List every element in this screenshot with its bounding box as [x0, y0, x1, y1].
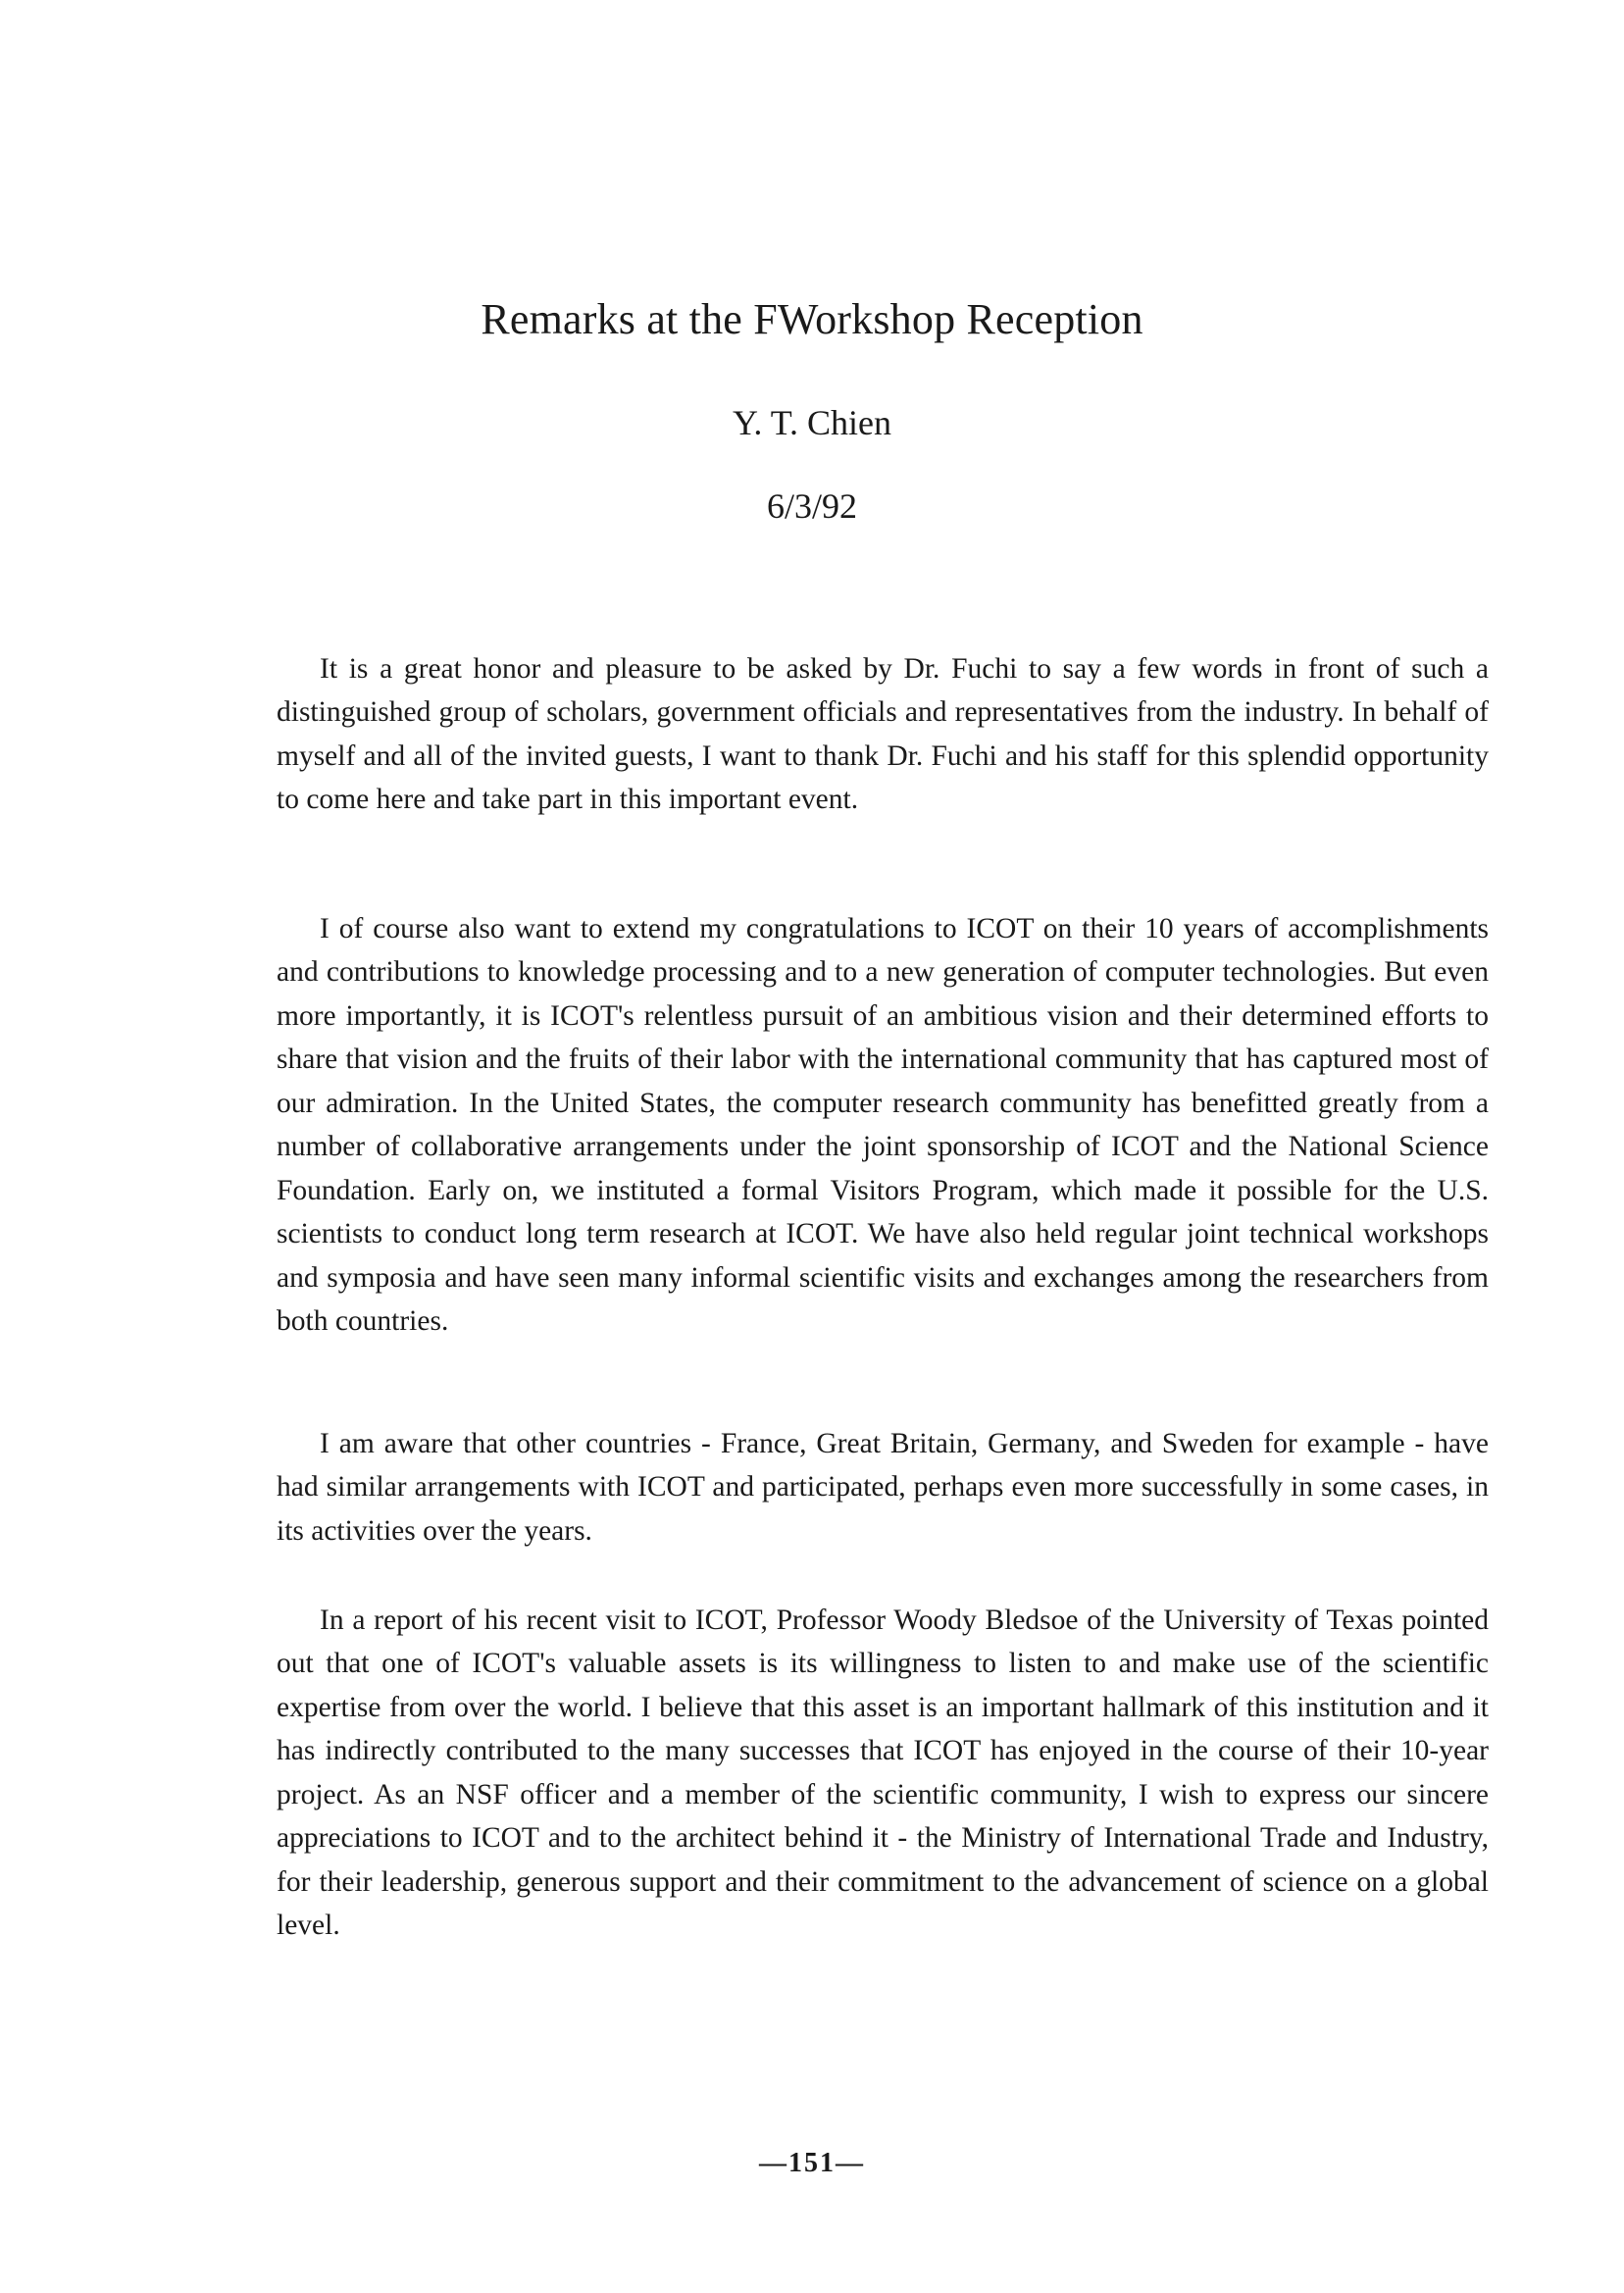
- paragraph-appreciation: In a report of his recent visit to ICOT, Professor Woody Bledsoe of the University of Texas pointed out that one of ICOT's valuable assets is its willingness to listen to and make use of the scientific expertise from over the world. I believe that this asset is an important hallmark of this institution and it has indirectly contributed to the many successes that ICOT has enjoyed in the course of their 10-year project. As an NSF officer and a member of the scientific community, I wish to express our sincere appreciations to ICOT and to the architect behind it - the Ministry of International Trade and Industry, for their leadership, generous support and their commitment to the advancement of science on a global level.: [277, 1604, 1489, 1941]
- paragraph-other-countries: I am aware that other countries - France, Great Britain, Germany, and Sweden for example - have had similar arrangements with ICOT and participated, perhaps even more successfully in some cases, in its activities over the years.: [277, 1427, 1489, 1547]
- paragraph-congratulations: I of course also want to extend my congratulations to ICOT on their 10 years of accomplishments and contributions to knowledge processing and to a new generation of computer technologies. But even more importantly, it is ICOT's relentless pursuit of an ambitious vision and their determined efforts to share that vision and the fruits of their labor with the international community that has captured most of our admiration. In the United States, the computer research community has benefitted greatly from a number of collaborative arrangements under the joint sponsorship of ICOT and the National Science Foundation. Early on, we instituted a formal Visitors Program, which made it possible for the U.S. scientists to conduct long term research at ICOT. We have also held regular joint technical workshops and symposia and have seen many informal scientific visits and exchanges among the researchers from both countries.: [277, 912, 1489, 1337]
- document-date: 6/3/92: [766, 486, 857, 526]
- document-title: Remarks at the FWorkshop Reception: [481, 295, 1143, 343]
- page-number: —151—: [759, 2148, 865, 2178]
- paragraph-opening: It is a great honor and pleasure to be asked by Dr. Fuchi to say a few words in front of such a distinguished group of scholars, government officials and representatives from the industry. In behalf of myself and all of the invited guests, I want to thank Dr. Fuchi and his staff for this splendid opportunity to come here and take part in this important event.: [277, 652, 1489, 815]
- author-name: Y. T. Chien: [732, 403, 892, 442]
